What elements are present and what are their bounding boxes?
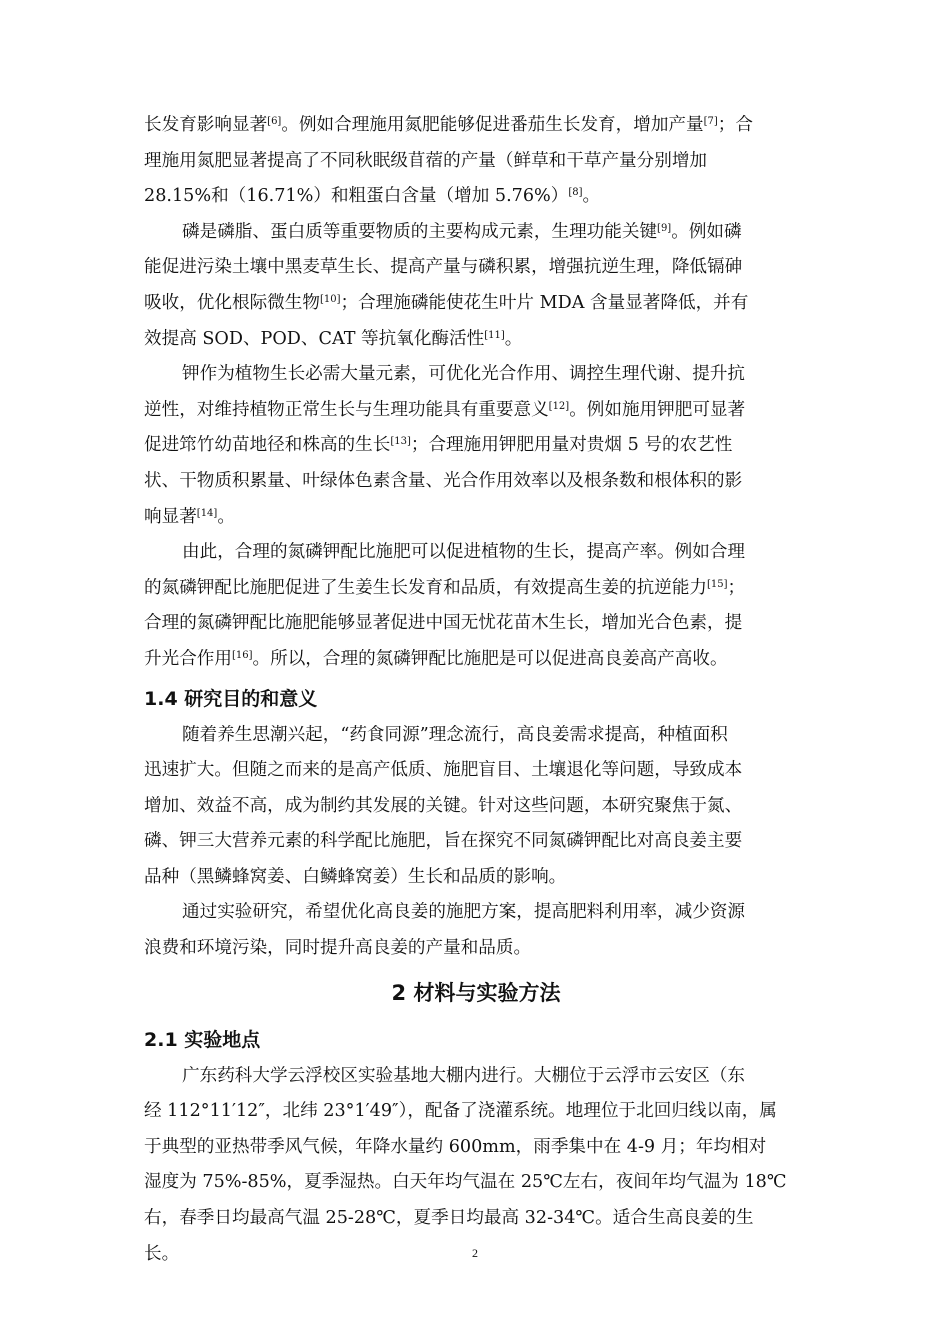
text-line (144, 179, 808, 215)
text-line (144, 1165, 808, 1201)
paragraph-potassium (144, 357, 808, 535)
text-run: 状、干物质积累量、叶绿体色素含量、光合作用效率以及根条数和根体积的影 (144, 470, 743, 491)
text-line (144, 1130, 808, 1166)
text-line (144, 144, 808, 180)
chapter-heading-2: 2 材料与实验方法 (391, 980, 561, 1005)
text-line (144, 1094, 808, 1130)
text-run: 湿度为 75%-85%，夏季湿热。白天年均气温在 25℃左右，夜间年均气温为 18℃ (144, 1172, 787, 1193)
text-run: 。 (217, 506, 235, 527)
paragraph-purpose (144, 718, 808, 896)
paragraph-nitrogen (144, 108, 808, 215)
text-line (144, 606, 808, 642)
text-run: 经 112°11′12″，北纬 23°1′49″），配备了浇灌系统。地理位于北回归线以南，属 (144, 1101, 777, 1122)
text-run: 增加、效益不高，成为制约其发展的关键。针对这些问题，本研究聚焦于氮、 (144, 795, 743, 816)
text-line (144, 535, 808, 571)
citation-ref: [10] (319, 293, 341, 305)
text-line (144, 322, 808, 358)
text-run: 的氮磷钾配比施肥促进了生姜生长发育和品质，有效提高生姜的抗逆能力 (144, 577, 708, 598)
page-number: 2 (472, 1246, 478, 1260)
text-line (144, 1059, 808, 1095)
text-run: 右，春季日均最高气温 25-28℃，夏季日均最高 32-34℃。适合生高良姜的生 (144, 1208, 754, 1229)
text-run: ； (727, 577, 746, 598)
text-run: 28.15%和（16.71%）和粗蛋白含量（增加 5.76%） (144, 186, 569, 207)
text-run: 长发育影响显著 (144, 115, 268, 135)
citation-ref: [11] (484, 329, 505, 341)
text-run: 。 (504, 328, 523, 349)
text-run: 。 (582, 186, 601, 207)
text-line (144, 931, 808, 967)
document-page (144, 108, 808, 1272)
text-run: 通过实验研究，希望优化高良姜的施肥方案，提高肥料利用率，减少资源 (182, 902, 746, 923)
text-line (144, 286, 808, 322)
text-run: 理施用氮肥显著提高了不同秋眠级苜蓿的产量（鲜草和干草产量分别增加 (144, 150, 708, 171)
paragraph-significance (144, 895, 808, 966)
text-run: 。所以，合理的氮磷钾配比施肥是可以促进高良姜高产高收。 (252, 648, 728, 669)
text-line (144, 500, 808, 536)
text-run: 响显著 (144, 506, 197, 527)
citation-ref: [15] (707, 578, 728, 590)
section-heading-2-1: 2.1 实验地点 (144, 1028, 261, 1051)
text-run: ；合理施用钾肥用量对贵烟 5 号的农艺性 (410, 435, 733, 456)
text-line (144, 571, 808, 607)
text-run: 合理的氮磷钾配比施肥能够显著促进中国无忧花苗木生长，增加光合色素，提 (144, 613, 743, 634)
text-run: 吸收，优化根际微生物 (144, 292, 320, 313)
citation-ref: [13] (390, 436, 411, 448)
paragraph-phosphorus (144, 215, 808, 357)
text-run: 品种（黑鳞蜂窝姜、白鳞蜂窝姜）生长和品质的影响。 (144, 866, 567, 887)
text-run: 。例如磷 (671, 221, 742, 242)
text-line (144, 1201, 808, 1237)
text-run: 随着养生思潮兴起，“药食同源”理念流行，高良姜需求提高，种植面积 (182, 724, 728, 745)
text-run: 于典型的亚热带季风气候，年降水量约 600mm，雨季集中在 4-9 月；年均相对 (144, 1136, 767, 1157)
citation-ref: [14] (196, 507, 218, 519)
citation-ref: [16] (231, 649, 253, 661)
citation-ref: [12] (548, 400, 570, 412)
text-run: 由此，合理的氮磷钾配比施肥可以促进植物的生长，提高产率。例如合理 (182, 542, 746, 563)
text-run: 浪费和环境污染，同时提升高良姜的产量和品质。 (144, 938, 532, 959)
text-line (144, 357, 808, 393)
text-line (144, 753, 808, 789)
text-run: 。例如合理施用氮肥能够促进番茄生长发育，增加产量 (281, 115, 704, 135)
citation-ref: [8] (568, 187, 583, 199)
text-line (144, 860, 808, 896)
text-line (144, 464, 808, 500)
citation-ref: [7] (703, 116, 718, 127)
text-run: 钾作为植物生长必需大量元素，可优化光合作用、调控生理代谢、提升抗 (182, 364, 746, 385)
paragraph-npk-ratio (144, 535, 808, 677)
paragraph-experiment-site (144, 1059, 808, 1273)
text-run: 逆性，对维持植物正常生长与生理功能具有重要意义 (144, 399, 549, 420)
text-line (144, 108, 808, 144)
text-line (144, 215, 808, 251)
section-heading-1-4: 1.4 研究目的和意义 (144, 687, 318, 710)
text-run: 广东药科大学云浮校区实验基地大棚内进行。大棚位于云浮市云安区（东 (182, 1065, 746, 1086)
text-line (144, 393, 808, 429)
text-run: 效提高 SOD、POD、CAT 等抗氧化酶活性 (144, 328, 485, 349)
text-run: 长。 (144, 1243, 180, 1264)
text-run: 能促进污染土壤中黑麦草生长、提高产量与磷积累，增强抗逆生理，降低镉砷 (144, 257, 743, 278)
text-run: 磷、钾三大营养元素的科学配比施肥，旨在探究不同氮磷钾配比对高良姜主要 (144, 831, 743, 852)
text-run: 磷是磷脂、蛋白质等重要物质的主要构成元素，生理功能关键 (182, 221, 658, 242)
citation-ref: [6] (267, 116, 282, 127)
citation-ref: [9] (657, 222, 672, 234)
text-run: 促进筇竹幼苗地径和株高的生长 (144, 435, 391, 456)
text-run: 。例如施用钾肥可显著 (569, 399, 746, 420)
text-line (144, 824, 808, 860)
text-line (144, 718, 808, 754)
text-run: ；合理施磷能使花生叶片 MDA 含量显著降低，并有 (340, 292, 749, 313)
text-run: 升光合作用 (144, 648, 232, 669)
text-run: 迅速扩大。但随之而来的是高产低质、施肥盲目、土壤退化等问题，导致成本 (144, 760, 743, 781)
text-line (144, 642, 808, 678)
text-line (144, 250, 808, 286)
text-line (144, 428, 808, 464)
text-line (144, 789, 808, 825)
text-run: ；合 (717, 115, 753, 135)
text-line (144, 895, 808, 931)
